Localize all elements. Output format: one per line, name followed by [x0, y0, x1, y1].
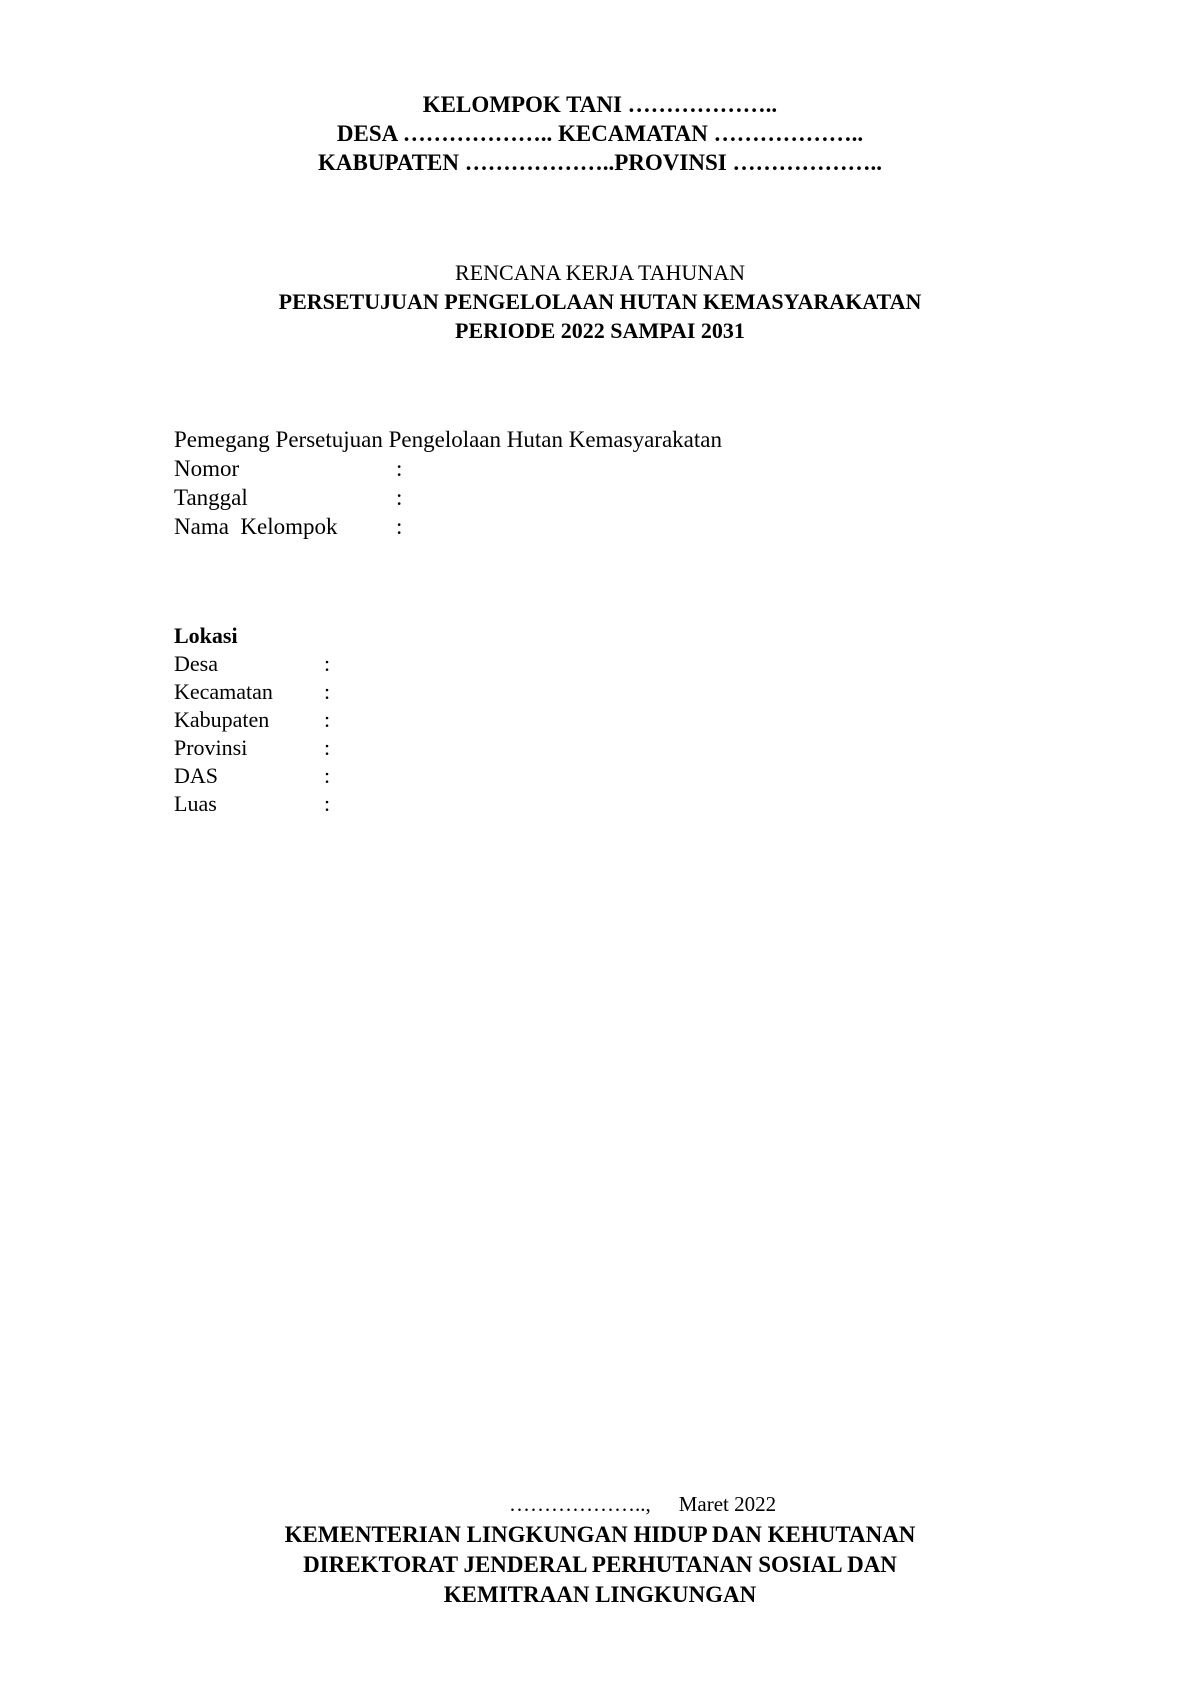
lokasi-heading: Lokasi: [174, 623, 238, 648]
field-label: Kabupaten: [174, 707, 270, 732]
footer-direktorat: DIREKTORAT JENDERAL PERHUTANAN SOSIAL DAN: [303, 1552, 897, 1577]
field-separator: :: [324, 707, 331, 732]
footer-kemitraan: KEMITRAAN LINGKUNGAN: [443, 1582, 757, 1607]
field-label: Tanggal: [174, 485, 248, 510]
field-separator: :: [324, 735, 331, 760]
field-separator: :: [324, 763, 331, 788]
document-title: [0, 258, 1200, 345]
issuer-footer: [0, 1520, 1200, 1610]
field-separator: :: [396, 514, 403, 539]
field-separator: :: [324, 679, 331, 704]
field-label: Luas: [174, 791, 217, 816]
lokasi-field-das: [174, 762, 330, 790]
holder-heading: Pemegang Persetujuan Pengelolaan Hutan Kemasyarakatan: [174, 427, 722, 452]
signature-place: ………………..,: [509, 1492, 651, 1516]
group-header: [0, 90, 1200, 177]
signature-date: Maret 2022: [678, 1492, 777, 1516]
holder-section: [174, 425, 722, 541]
lokasi-field-kecamatan: [174, 678, 330, 706]
holder-field-tanggal: [174, 483, 722, 512]
lokasi-field-desa: [174, 650, 330, 678]
lokasi-field-provinsi: [174, 734, 330, 762]
field-label: Provinsi: [174, 735, 248, 760]
footer-kementerian: KEMENTERIAN LINGKUNGAN HIDUP DAN KEHUTANAN: [284, 1522, 916, 1547]
field-label: Nama Kelompok: [174, 514, 338, 539]
lokasi-field-kabupaten: [174, 706, 330, 734]
holder-field-nomor: [174, 454, 722, 483]
field-label: DAS: [174, 763, 219, 788]
header-kelompok-tani: KELOMPOK TANI ………………..: [422, 92, 778, 117]
field-label: Kecamatan: [174, 679, 273, 704]
field-label: Desa: [174, 651, 218, 676]
field-separator: :: [396, 485, 403, 510]
field-label: Nomor: [174, 456, 240, 481]
title-rencana-kerja: RENCANA KERJA TAHUNAN: [455, 260, 745, 285]
field-separator: :: [324, 791, 331, 816]
header-desa-kecamatan: DESA ……………….. KECAMATAN ………………..: [336, 121, 864, 146]
title-persetujuan: PERSETUJUAN PENGELOLAAN HUTAN KEMASYARAKATAN: [278, 289, 922, 314]
field-separator: :: [396, 456, 403, 481]
holder-field-nama-kelompok: [174, 512, 722, 541]
lokasi-field-luas: [174, 790, 330, 818]
lokasi-section: [174, 622, 330, 818]
title-periode: PERIODE 2022 SAMPAI 2031: [455, 318, 745, 343]
header-kabupaten-provinsi: KABUPATEN ………………..PROVINSI ………………..: [318, 150, 882, 175]
field-separator: :: [324, 651, 331, 676]
